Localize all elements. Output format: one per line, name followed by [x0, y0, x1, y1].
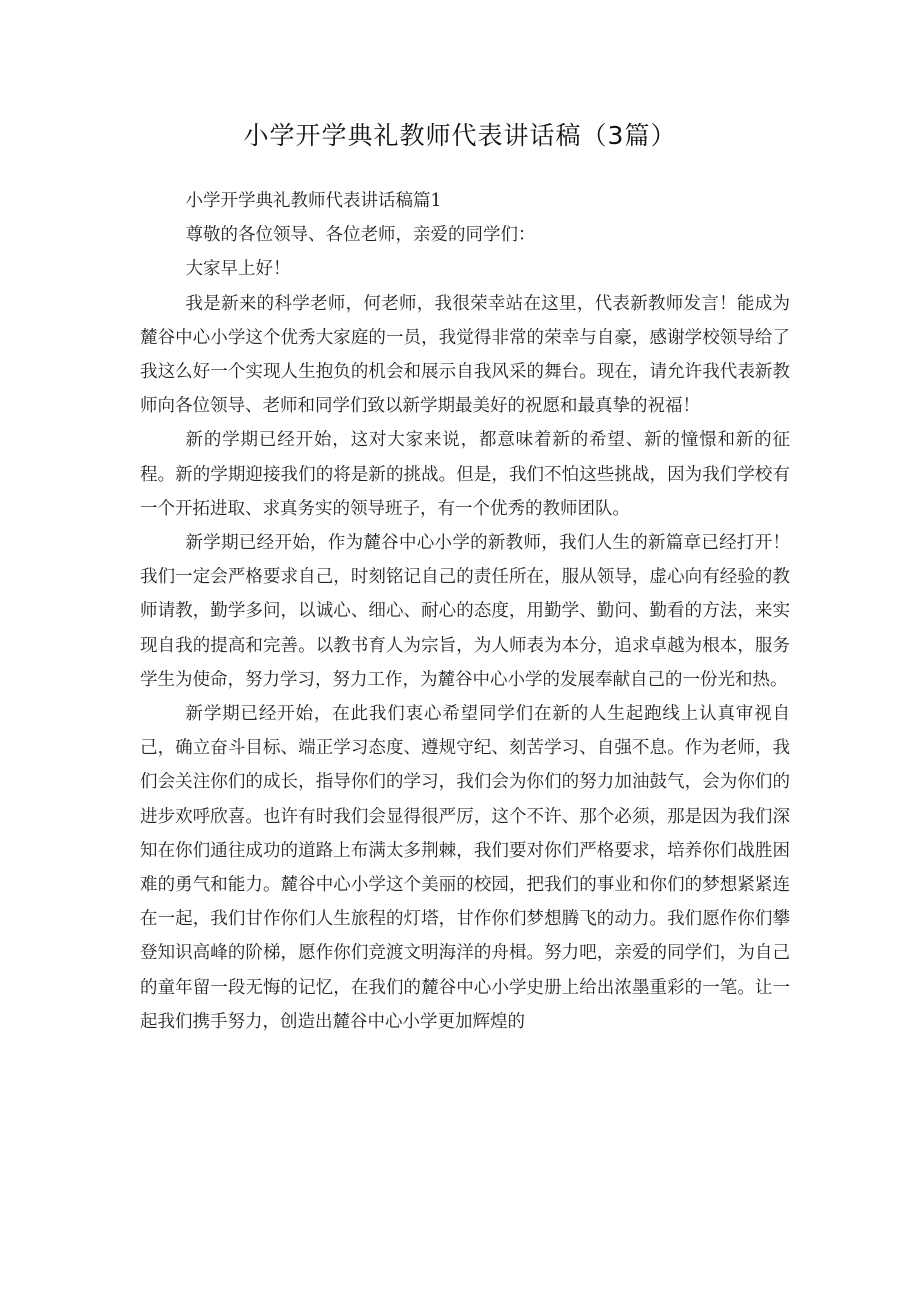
- document-body: [140, 184, 790, 1039]
- greeting: 大家早上好！: [185, 259, 291, 280]
- section-heading: 小学开学典礼教师代表讲话稿篇1: [185, 191, 442, 211]
- salutation: 尊敬的各位领导、各位老师，亲爱的同学们：: [185, 225, 536, 246]
- body-paragraph: 我是新来的科学老师，何老师，我很荣幸站在这里，代表新教师发言！能成为麓谷中心小学这个优秀大家庭的一员，我觉得非常的荣幸与自豪，感谢学校领导给了我这么好一个实现人生抱负的机会和展示自我风采的舞台。现在，请允许我代表新教师向各位领导、老师和同学们致以新学期最美好的祝愿和最真挚的祝福！: [140, 293, 790, 417]
- document-title: 小学开学典礼教师代表讲话稿（3篇）: [243, 121, 677, 150]
- body-paragraph: 新的学期已经开始，这对大家来说，都意味着新的希望、新的憧憬和新的征程。新的学期迎接我们的将是新的挑战。但是，我们不怕这些挑战，因为我们学校有一个开拓进取、求真务实的领导班子，有一个优秀的教师团队。: [140, 430, 790, 519]
- body-paragraph: 新学期已经开始，作为麓谷中心小学的新教师，我们人生的新篇章已经打开！我们一定会严格要求自己，时刻铭记自己的责任所在，服从领导，虚心向有经验的教师请教，勤学多问，以诚心、细心、耐心的态度，用勤学、勤问、勤看的方法，来实现自我的提高和完善。以教书育人为宗旨，为人师表为本分，追求卓越为根本，服务学生为使命，努力学习，努力工作，为麓谷中心小学的发展奉献自己的一份光和热。: [140, 533, 790, 690]
- body-paragraph: 新学期已经开始，在此我们衷心希望同学们在新的人生起跑线上认真审视自己，确立奋斗目标、端正学习态度、遵规守纪、刻苦学习、自强不息。作为老师，我们会关注你们的成长，指导你们的学习，我们会为你们的努力加油鼓气，会为你们的进步欢呼欣喜。也许有时我们会显得很严厉，这个不许、那个必须，那是因为我们深知在你们通往成功的道路上布满太多荆棘，我们要对你们严格要求，培养你们战胜困难的勇气和能力。麓谷中心小学这个美丽的校园，把我们的事业和你们的梦想紧紧连在一起，我们甘作你们人生旅程的灯塔，甘作你们梦想腾飞的动力。我们愿作你们攀登知识高峰的阶梯，愿作你们竞渡文明海洋的舟楫。努力吧，亲爱的同学们，为自己的童年留一段无悔的记忆，在我们的麓谷中心小学史册上给出浓墨重彩的一笔。让一起我们携手努力，创造出麓谷中心小学更加辉煌的: [140, 704, 790, 1032]
